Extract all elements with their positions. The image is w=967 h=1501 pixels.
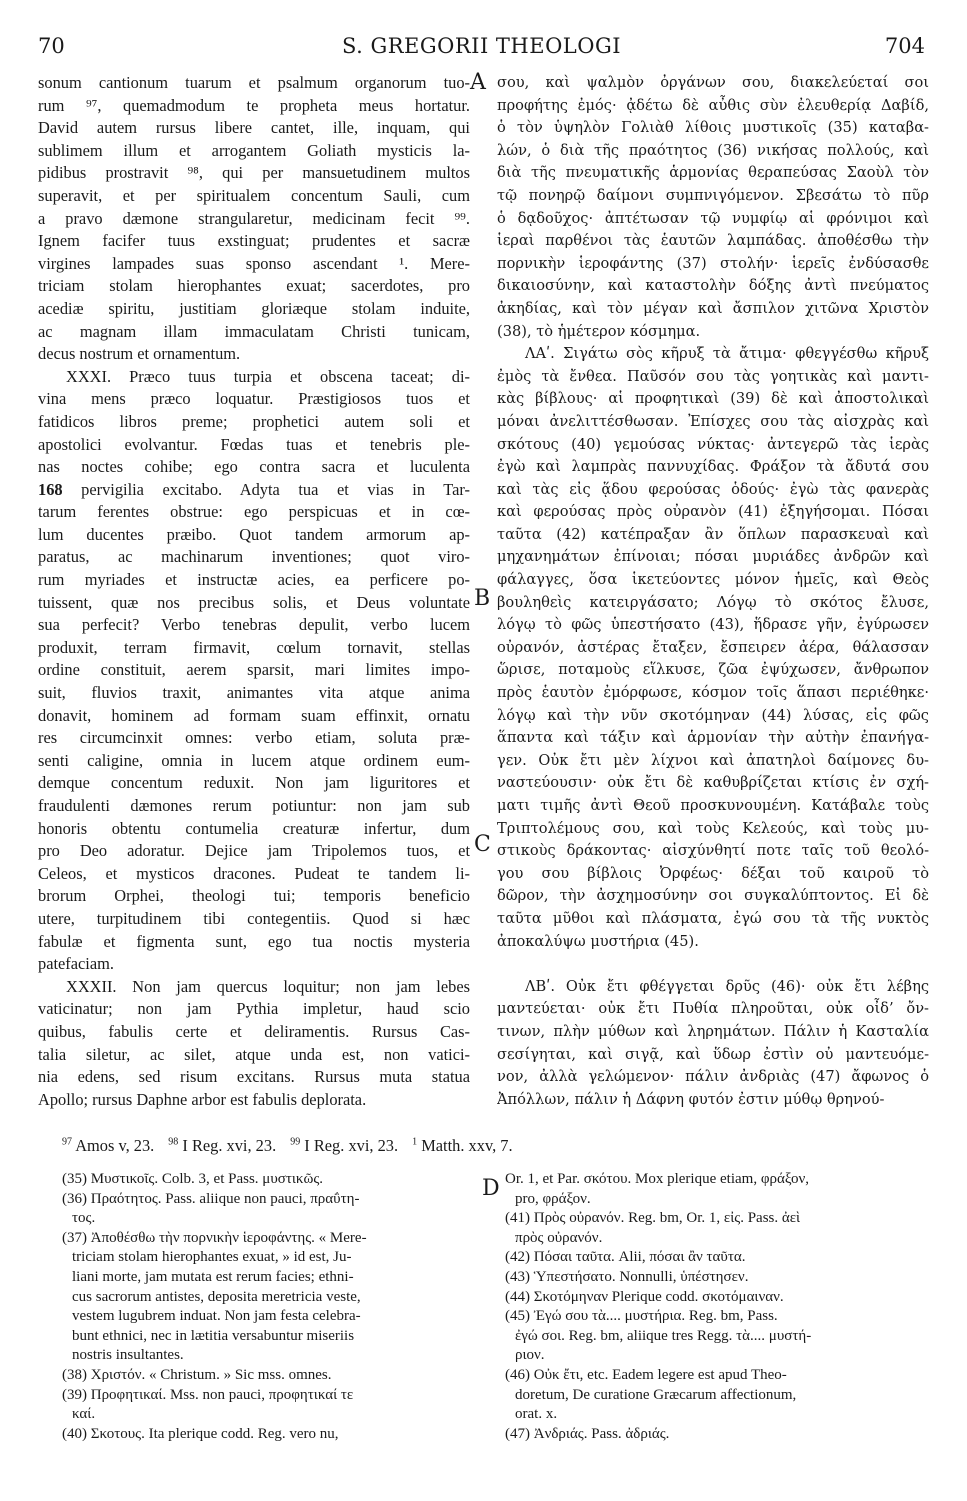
latin-text-line: ordine constituit, aerem sparsit, mari limites impo-	[38, 660, 470, 680]
greek-text-line: ὁ δᾳδοῦχος· ἀπτέτωσαν τῷ νυμφίῳ αἱ φρόνιμοι καὶ	[497, 209, 929, 227]
greek-text-line: καὶ φερούσας πρὸς οὐρανὸν (41) ἐξηγήσομαι. Πόσαι	[497, 503, 929, 521]
latin-text-line: ac magnam illam immaculatam Christi tunicam,	[38, 321, 470, 341]
margin-marker-b: B	[474, 586, 491, 611]
greek-text-line: Ἀπόλλων, πάλιν ἡ Δάφνη φυτόν ἐστιν μύθῳ θρηνού-	[497, 1090, 885, 1108]
edition-page-number: 168	[38, 479, 63, 499]
note-line: (39) Προφητικαί. Mss. non pauci, προφητικαί τε	[62, 1386, 354, 1403]
greek-text-line: (38), τὸ ἡμέτερον κόσμημα.	[497, 322, 701, 340]
greek-text-column	[497, 72, 929, 1111]
greek-text-line: φάλαγγες, ὅσα ἱκετεύοντες μόνον ἡμεῖς, καὶ Θεὸς	[497, 571, 929, 589]
note-line: (38) Χριστόν. « Christum. » Sic mss. omnes.	[62, 1366, 332, 1383]
note-line: (43) Ὑπεστήσατο. Nonnulli, ὑπέστησεν.	[505, 1268, 749, 1285]
footnote-ref	[412, 1136, 512, 1155]
footnote-text: I Reg. xvi, 23.	[304, 1136, 399, 1155]
latin-text-line: fabulæ et figmenta sunt, ego tua noctis mysteria	[38, 931, 470, 951]
latin-text-line: rum ⁹⁷, quemadmodum te propheta meus hortatur.	[38, 95, 470, 115]
note-line: (40) Σκοτους. Ita plerique codd. Reg. vero nu,	[62, 1425, 339, 1442]
greek-text-line: ΛΑʹ. Σιγάτω σὸς κῆρυξ τὰ ἄτιμα· φθεγγέσθω κῆρυξ	[525, 345, 929, 363]
greek-text-line: προφήτης ἐμός· ᾀδέτω δὲ αὖθις σὺν ἐλευθερίᾳ Δαβίδ,	[497, 96, 929, 114]
latin-text-line: paratus, ac machinarum inventiones; quot viro-	[38, 547, 470, 567]
latin-text-line: rum myriades et instructæ acies, ea perficere po-	[38, 570, 470, 590]
greek-text-line: μηχανημάτων ἐπίνοιαι; πόσαι μυριάδες ἀνδρῶν καὶ	[497, 548, 929, 566]
note-line: vestem lugubrem induat. Non jam festa celebra-	[72, 1308, 361, 1325]
note-line: triciam stolam hierophantes exuat, » id est, Ju-	[72, 1249, 352, 1266]
note-line: τος.	[72, 1210, 96, 1227]
greek-text-line: σκότους (40) γεμούσας νύκτας· ἀντεγερῶ τὰς ἱερὰς	[497, 435, 929, 453]
latin-text-line: donavit, hominem ad formam suam effinxit, ornatu	[38, 705, 470, 725]
greek-text-line: ματι τιμῆς ἀντὶ Θεοῦ προσκυνουμένη. Κατάβαλε τοὺς	[497, 797, 929, 814]
greek-text-line: τῷ πονηρῷ δαίμονι συμπνιγόμενον. Σβεσάτω τὸ πῦρ	[497, 186, 929, 204]
footnote-text: Amos v, 23.	[75, 1136, 155, 1155]
note-line: doretum, De curatione Græcarum affectionum,	[515, 1386, 797, 1403]
greek-text-line: δῶρον, τὴν ἀσχημοσύνην σοι συγκαλύπτοντος. Εἰ δὲ	[497, 887, 929, 905]
greek-text-line: ἅπαντα καὶ τάξιν καὶ ἁρμονίαν τὴν αὐτὴν ἐπανήγα-	[497, 729, 929, 747]
greek-text-line: σεσίγηται, καὶ σιγᾷ, καὶ ὕδωρ ἐστὶν οὐ μαντευόμε-	[497, 1045, 929, 1063]
latin-text-line: suit, fluvios traxit, animantes vita atque anima	[38, 683, 470, 703]
greek-text-line: ὥρισε, ποταμοὺς εἵλκυσε, ζῶα ἐψύχωσεν, ἄνθρωπον	[497, 661, 929, 679]
footnote-number: 1	[412, 1136, 418, 1148]
latin-text-line: Ignem facifer tuus exstinguat; prudentes et sacræ	[38, 231, 470, 251]
greek-text-line: οὐρανόν, ἀστέρας ἔταξεν, ἔσπειρεν ἀέρα, θάλασσαν	[497, 638, 929, 656]
greek-text-line: κὰς βίβλους· αἱ προφητικαὶ (39) δὲ καὶ ἀποστολικαὶ	[497, 390, 929, 408]
greek-text-line: μαντεύεται· οὐκ ἔτι Πυθία πληροῦται, οὐκ οἶδ’ ὄν-	[497, 1000, 929, 1018]
greek-text-line: γου σου βίβλοις Ὀρφέως· δέξαι τοῦ καιροῦ τὸ	[497, 864, 929, 882]
greek-text-line: νον, ἀλλὰ γελώμενον· πάλιν ἀνδριὰς (47) ἄφωνος ὁ	[497, 1068, 929, 1086]
greek-text-line: τινων, πλὴν μύθων καὶ ληρημάτων. Πάλιν ἡ Κασταλία	[497, 1022, 929, 1040]
latin-text-line: David autem rursus libere cantet, ille, inquam, qui	[38, 118, 470, 138]
greek-text-line: ἐγὼ καὶ λαμπρὰς παννυχίδας. Φράξον τὰ ἄδυτά σου	[497, 458, 929, 476]
greek-text-line: βουληθεὶς κατειργάσατο; Λόγῳ τὸ σκότος ἔλυσε,	[497, 593, 929, 611]
latin-text-line: XXXI. Præco tuus turpia et obscena taceat; di-	[66, 366, 470, 386]
greek-text-line: ναστεύουσιν· οὐκ ἔτι δὲ καθυβρίζεται κτίσις ἐν σχή-	[497, 774, 929, 792]
greek-text-line: στικοὺς δράκοντας· αἰσχύνθητί ποτε ταῖς τοῦ θεολό-	[497, 842, 929, 860]
latin-text-line: decus nostrum et ornamentum.	[38, 344, 241, 364]
latin-text-line: vaticinatur; non jam Pythia impletur, haud scio	[38, 999, 470, 1019]
latin-text-line: fatidicos libros preme; prophetici autem soli et	[38, 411, 470, 431]
note-line: (47) Ἀνδριάς. Pass. ἀδριάς.	[505, 1425, 670, 1442]
latin-text-line: lum ducentes præibo. Quot tandem armorum ap-	[38, 524, 470, 544]
margin-marker-c: C	[474, 832, 491, 857]
latin-text-line: Celeos, et mysticos dracones. Pudeat te tandem li-	[38, 863, 470, 883]
note-line: (44) Σκοτόμηναν Plerique codd. σκοτόμαιναν.	[505, 1288, 784, 1305]
note-line: καί.	[72, 1406, 96, 1423]
scripture-footnotes	[62, 1136, 527, 1156]
latin-text-line: acediæ spiritu, justitiam gloriæque stolam induite,	[38, 298, 470, 318]
greek-text-line: λόγῳ καὶ τὴν νῦν σκοτόμηναν (44) λύσας, εἰς φῶς	[497, 706, 929, 724]
greek-text-line	[497, 953, 929, 976]
latin-text-line: XXXII. Non jam quercus loquitur; non jam lebes	[66, 976, 470, 996]
page-number-right: 704	[884, 34, 925, 58]
latin-text-line: apostolici evolvantur. Fœdas tuas et tenebris ple-	[38, 434, 470, 454]
greek-text-line: διὰ τῆς πνευματικῆς ἁρμονίας θεραπεύσας Σαοὺλ τὸν	[497, 164, 929, 182]
note-line: πρὸς οὐρανόν.	[515, 1229, 603, 1246]
latin-text-line: utere, turpitudinem tibi contegentiis. Quod si hæc	[38, 908, 470, 928]
latin-text-line: tarum ferentes obstrue: ego perspicuas et in cœ-	[38, 502, 470, 522]
greek-text-line: ΛΒʹ. Οὐκ ἔτι φθέγγεται δρῦς (46)· οὐκ ἔτι λέβης	[525, 977, 929, 995]
latin-text-line: demque concentum reduxit. Non jam liguritores et	[38, 773, 470, 793]
footnote-number: 98	[168, 1136, 179, 1148]
footnote-ref	[168, 1136, 276, 1155]
greek-text-line: ἀποκαλύψω μυστήρια (45).	[497, 932, 699, 950]
page-header	[38, 34, 925, 64]
greek-text-line: καὶ τὰς εἰς ᾅδου φερούσας ὁδούς· ἐγὼ τὰς φανερὰς	[497, 480, 929, 498]
latin-text-line: virgines lampades suas sponso ascendant ¹. Mere-	[38, 253, 470, 273]
latin-text-line: fraudulenti dæmones rerum potiuntur: non jam sub	[38, 796, 470, 815]
greek-text-line: ταῦτα μῦθοι καὶ πλάσματα, ἐγώ σου τὰ τῆς νυκτὸς	[497, 909, 929, 927]
greek-text-line: πορνικὴν ἱεροφάντης (37) στολήν· ἱερεῖς ἐνδύσασθε	[497, 254, 929, 272]
latin-text-line: honoris obtentu contumelia creaturæ infertur, dum	[38, 818, 470, 838]
footnote-ref	[290, 1136, 398, 1155]
margin-marker-a: A	[470, 70, 486, 95]
latin-text-line: a pravo dæmone strangularetur, medicinam fecit ⁹⁹.	[38, 208, 470, 228]
footnote-number: 97	[62, 1136, 72, 1148]
latin-text-line: superavit, et per spiritualem concentum Sauli, cum	[38, 185, 470, 205]
running-title: S. GREGORII THEOLOGI	[341, 34, 622, 58]
page-number-left: 70	[38, 34, 65, 58]
critical-notes-left	[62, 1170, 462, 1444]
latin-text-line: brorum Orphei, theologi tui; temporis beneficio	[38, 886, 470, 906]
greek-text-line: ὁ τὸν ὑψηλὸν Γολιὰθ λίθοις μυστικοῖς (35) καταβα-	[497, 119, 929, 137]
note-line: (41) Πρὸς οὐρανόν. Reg. bm, Or. 1, εἰς. Pass. ἀεὶ	[505, 1210, 801, 1227]
note-line: pro, φράξον.	[515, 1190, 591, 1207]
note-line: (37) Ἀποθέσθω τὴν πορνικὴν ἱεροφάντης. « Mere-	[62, 1229, 367, 1246]
greek-text-line: σου, καὶ ψαλμὸν ὀργάνων σου, διακελεύεταί σοι	[497, 74, 929, 91]
latin-text-line: pro Deo adoratur. Dejice jam Tripolemos tuos, et	[38, 841, 470, 861]
greek-text-line: ἀκηδίας, καὶ τὸν μέγαν καὶ ἄσπιλον χιτῶνα Χριστὸν	[497, 299, 929, 317]
latin-text-line: nas noctes cohibe; ego contra sacra et luculenta	[38, 457, 470, 477]
footnote-number: 99	[290, 1136, 301, 1148]
margin-marker-d: D	[482, 1176, 500, 1201]
latin-text-line: Apollo; rursus Daphne arbor est fabulis deplorata.	[38, 1089, 367, 1109]
critical-notes-right	[505, 1170, 930, 1444]
latin-text-line: triciam stolam hierophantes exuat; sacerdotes, pro	[38, 276, 470, 296]
latin-text-line: produxit, terram firmavit, cœlum tornavit, stellas	[38, 637, 470, 657]
note-line: liani morte, jam mutata est rerum facies; ethni-	[72, 1268, 354, 1285]
footnote-ref	[62, 1136, 154, 1155]
latin-text-line: vina mens præco loquatur. Præstigiosos tuos et	[38, 389, 470, 409]
latin-text-line: senti caligine, omnia in lucem atque ordinem eum-	[38, 750, 470, 770]
latin-text-line: sua perfecit? Verbo tenebras depulit, verbo lucem	[38, 615, 470, 635]
latin-text-column	[38, 72, 470, 1111]
latin-text-line: pidibus prostravit ⁹⁸, qui per mansuetudinem multos	[38, 163, 470, 183]
greek-text-line: ἱεραὶ παρθένοι τὰς ἑαυτῶν λαμπάδας. ἀποθέσθω τὴν	[497, 232, 929, 250]
footnote-text: I Reg. xvi, 23.	[182, 1136, 277, 1155]
greek-text-line: Τριπτολέμους σου, καὶ τοὺς Κελεούς, καὶ τοὺς μυ-	[497, 819, 929, 837]
greek-text-line: δικαιοσύνην, καὶ καταστολὴν δόξης ἀντὶ πνεύματος	[497, 277, 929, 295]
note-line: cus sacrorum antistes, deposita meretricia veste,	[72, 1288, 361, 1305]
greek-text-line: λόγῳ τὸ φῶς ὑπεστήσατο (43), ἥδρασε γῆν, ἐγύρωσεν	[497, 616, 929, 634]
greek-text-line: πρὸς ἑαυτὸν ἐμόρφωσε, κόσμον τοῖς ἅπασι περιέθηκε·	[497, 684, 929, 702]
latin-text-line: nia edens, sed risum excitans. Rursus muta statua	[38, 1067, 470, 1087]
greek-text-line: γεν. Οὐκ ἔτι μὲν λίχνοι καὶ ἀπατηλοὶ δαίμονες δυ-	[497, 751, 929, 769]
greek-text-line: λών, ὁ διὰ τῆς πραότητος (36) νικήσας πολλούς, καὶ	[497, 141, 929, 159]
greek-text-line: ταῦτα (42) κατέπραξαν ἂν ὅπλων παρασκευαὶ καὶ	[497, 525, 929, 543]
latin-text-line: res circumcinxit omnes: verbo etiam, soluta præ-	[38, 728, 470, 748]
note-line: ἐγώ σοι. Reg. bm, aliique tres Regg. τὰ.... μυστή-	[515, 1327, 812, 1344]
footnote-text: Matth. xxv, 7.	[421, 1136, 513, 1155]
note-line: ριον.	[515, 1347, 545, 1364]
latin-text-line: sonum cantionum tuarum et psalmum organorum tuo-	[38, 73, 470, 92]
note-line: (42) Πόσαι ταῦτα. Alii, πόσαι ἂν ταῦτα.	[505, 1249, 746, 1266]
note-line: orat. x.	[515, 1406, 558, 1423]
note-line: Or. 1, et Par. σκότου. Mox plerique etiam, φράξον,	[505, 1171, 809, 1187]
greek-text-line: ἐμὸς τὰ ἔνθεα. Παῦσόν σου τὰς γοητικὰς καὶ μαντι-	[497, 367, 929, 385]
note-line: bunt ethnici, nec in lætitia versabuntur miseriis	[72, 1327, 355, 1344]
greek-text-line: μόναι ἀνελιττέσθωσαν. Ἐπίσχες σου τὰς αἰσχρὰς καὶ	[497, 412, 929, 430]
note-line: (36) Πραότητος. Pass. aliique non pauci, πραΰτη-	[62, 1190, 360, 1207]
note-line: (46) Οὐκ ἔτι, etc. Eadem legere est apud Theo-	[505, 1366, 787, 1383]
latin-text-line: talia siletur, ac silet, atque unda est, non vatici-	[38, 1044, 470, 1064]
latin-text-line: 168 pervigilia excitabo. Adyta tua et vias in Tar-	[38, 479, 470, 499]
note-line: (45) Ἐγώ σου τὰ.... μυστήρια. Reg. bm, Pass.	[505, 1308, 778, 1325]
note-line: nostris insultantes.	[72, 1347, 184, 1364]
note-line: (35) Μυστικοῖς. Colb. 3, et Pass. μυστικῶς.	[62, 1171, 324, 1187]
latin-text-line: tuissent, quæ nos precibus solis, et Deus voluntate	[38, 592, 470, 612]
latin-text-line: sublimem illum et arrogantem Goliath mysticis la-	[38, 140, 470, 160]
latin-text-line: patefaciam.	[38, 954, 114, 974]
latin-text-line: quibus, fabulis certe et deliramentis. Rursus Cas-	[38, 1021, 470, 1041]
